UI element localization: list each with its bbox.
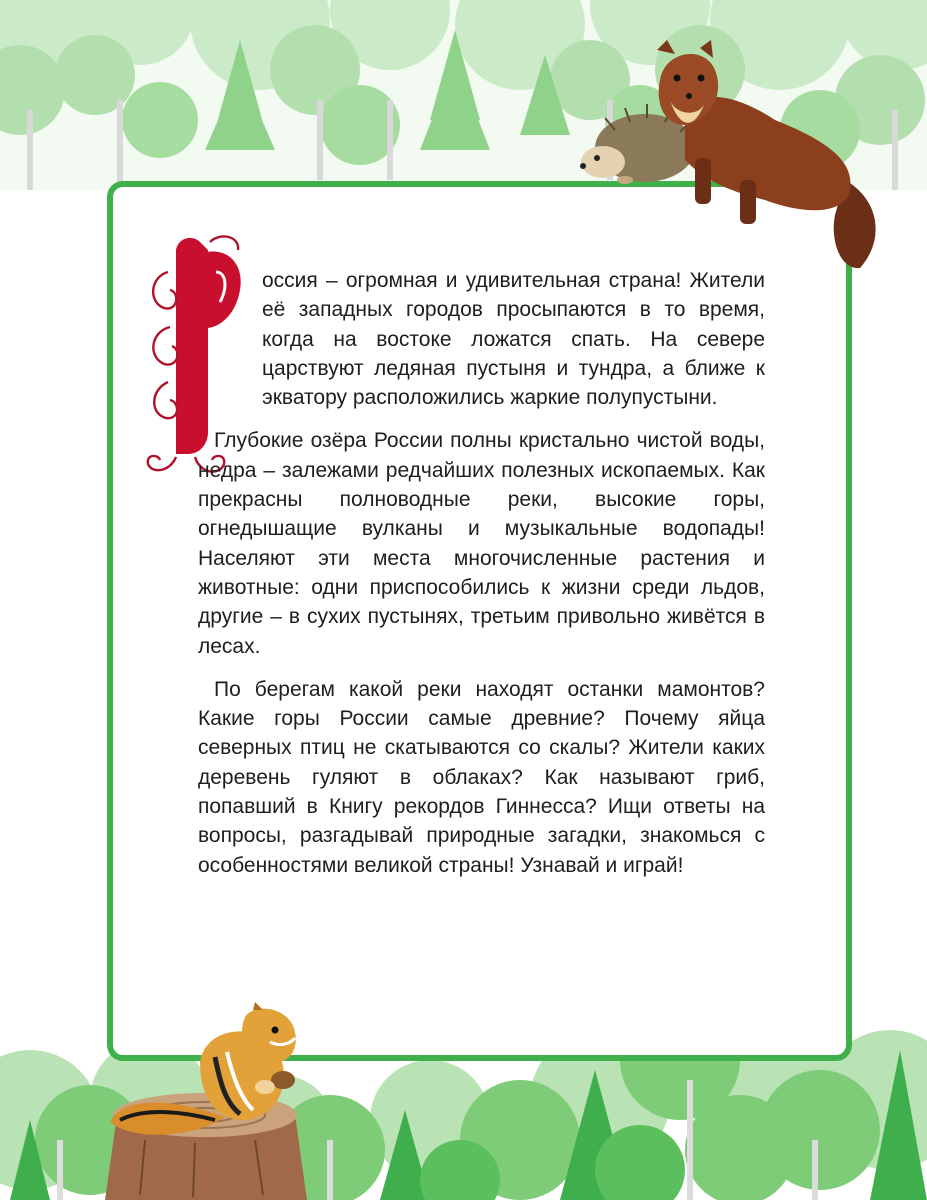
paragraph-2: Глубокие озёра России полны кристально чистой воды, недра – залежами редчайших полезных ископаемых. Как прекрасны полноводные реки, высокие горы, огнедышащие вулканы и музыкальные водопады! Населяют эти места многочисленные растения и животные: одни приспособились к жизни среди льдов, другие – в сухих пустынях, третьим привольно живётся в лесах. (198, 429, 765, 658)
chipmunk-icon (105, 1002, 330, 1142)
paragraph-3: По берегам какой реки находят останки мамонтов? Какие горы России самые древние? Почему яйца северных птиц не скатываются со скалы? Жители каких деревень гуляют в облаках? Как называют гриб, попавший в Книгу рекордов Гиннесса? Ищи ответы на вопросы, разгадывай природные загадки, знакомься с особенностями великой страны! Узнавай и играй! (198, 677, 765, 877)
marten-icon (645, 40, 890, 272)
main-text (198, 266, 765, 880)
paragraph-1: оссия – огромная и удивительная страна! Жители её западных городов просыпаются в то время, когда на востоке ложатся спать. На севере царствуют ледяная пустыня и тундра, а ближе к экватору расположились жаркие полупустыни. (262, 269, 765, 410)
